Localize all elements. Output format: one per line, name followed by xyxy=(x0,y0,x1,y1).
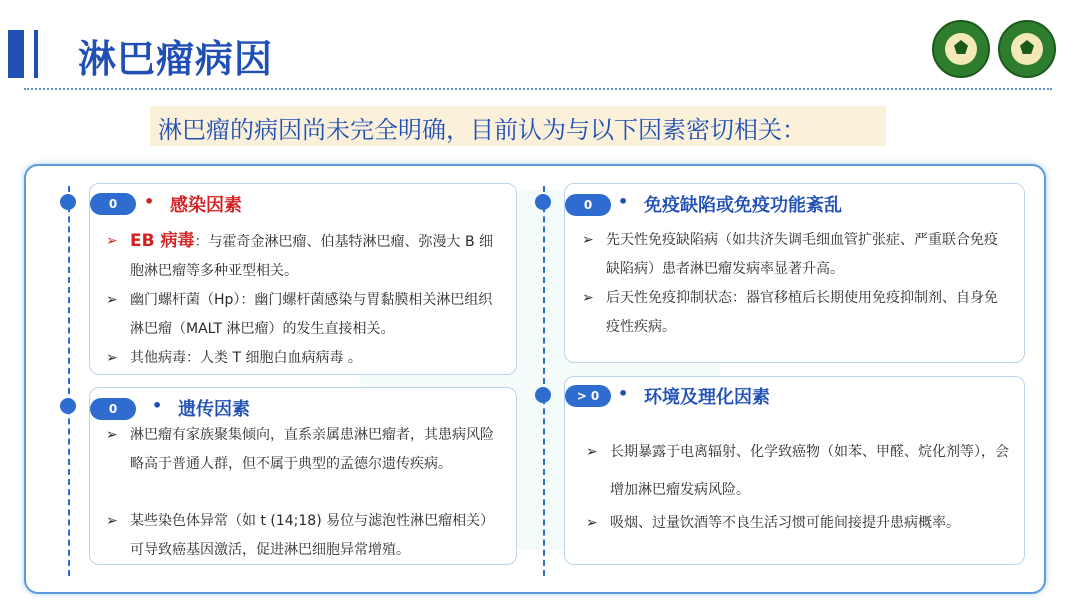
arrow-icon: ➢ xyxy=(586,444,598,460)
title-accent-bars xyxy=(8,30,44,78)
arrow-icon: ➢ xyxy=(582,290,594,306)
item-lead: EB 病毒 xyxy=(130,231,195,251)
section-title-infection: 感染因素 xyxy=(170,195,242,216)
section-bullet: • xyxy=(618,192,629,211)
item-text: 幽门螺杆菌（Hp）：幽门螺杆菌感染与胃黏膜相关淋巴组织淋巴瘤（MALT 淋巴瘤）的发生直接相关。 xyxy=(130,292,493,337)
item-text: 吸烟、过量饮酒等不良生活习惯可能间接提升患病概率。 xyxy=(610,515,960,531)
section-badge: 0 xyxy=(90,398,136,420)
arrow-icon: ➢ xyxy=(106,292,118,308)
subtitle-text: 淋巴瘤的病因尚未完全明确，目前认为与以下因素密切相关： xyxy=(158,116,806,144)
section-badge: 0 xyxy=(565,194,611,216)
item-text: 其他病毒：人类 T 细胞白血病病毒 。 xyxy=(130,350,362,366)
list-item xyxy=(106,227,504,286)
list-item xyxy=(586,509,1010,538)
section-bullet: • xyxy=(152,396,163,415)
header-divider xyxy=(24,88,1052,90)
arrow-icon: ➢ xyxy=(106,233,118,249)
hospital-logo-1 xyxy=(932,20,990,78)
section-title-environment: 环境及理化因素 xyxy=(644,387,770,408)
list-item xyxy=(586,433,1010,509)
item-text: 某些染色体异常（如 t (14;18) 易位与滤泡性淋巴瘤相关）可导致癌基因激活，促进淋巴细胞异常增殖。 xyxy=(130,513,495,558)
list-item xyxy=(582,284,1010,342)
item-text: 后天性免疫抑制状态：器官移植后长期使用免疫抑制剂、自身免疫性疾病。 xyxy=(606,290,998,335)
list-item xyxy=(582,226,1010,284)
left-timeline xyxy=(68,186,70,576)
arrow-icon: ➢ xyxy=(106,350,118,366)
item-text: 长期暴露于电离辐射、化学致癌物（如苯、甲醛、烷化剂等），会增加淋巴瘤发病风险。 xyxy=(610,444,1009,498)
timeline-dot xyxy=(535,194,551,210)
arrow-icon: ➢ xyxy=(582,232,594,248)
item-text: 淋巴瘤有家族聚集倾向，直系亲属患淋巴瘤者，其患病风险略高于普通人群，但不属于典型的孟德尔遗传疾病。 xyxy=(130,427,494,472)
page-title: 淋巴瘤病因 xyxy=(78,37,274,81)
item-text: ：与霍奇金淋巴瘤、伯基特淋巴瘤、弥漫大 B 细胞淋巴瘤等多种亚型相关。 xyxy=(130,234,494,279)
arrow-icon: ➢ xyxy=(106,427,118,443)
item-text: 先天性免疫缺陷病（如共济失调毛细血管扩张症、严重联合免疫缺陷病）患者淋巴瘤发病率显著升高。 xyxy=(606,232,998,277)
section-title-immune: 免疫缺陷或免疫功能紊乱 xyxy=(644,195,842,216)
section-title-genetic: 遗传因素 xyxy=(178,399,250,420)
timeline-dot xyxy=(60,194,76,210)
hospital-logos xyxy=(932,20,1058,82)
list-item xyxy=(106,344,504,373)
arrow-icon: ➢ xyxy=(106,513,118,529)
subtitle-banner xyxy=(150,106,886,146)
section-bullet: • xyxy=(144,192,155,211)
hospital-logo-2 xyxy=(998,20,1056,78)
list-item xyxy=(106,507,504,565)
section-badge: > 0 xyxy=(565,385,611,407)
arrow-icon: ➢ xyxy=(586,515,598,531)
timeline-dot xyxy=(535,387,551,403)
section-bullet: • xyxy=(618,384,629,403)
timeline-dot xyxy=(60,398,76,414)
list-item xyxy=(106,421,504,479)
right-timeline xyxy=(543,186,545,576)
section-badge: 0 xyxy=(90,193,136,215)
list-item xyxy=(106,286,504,344)
